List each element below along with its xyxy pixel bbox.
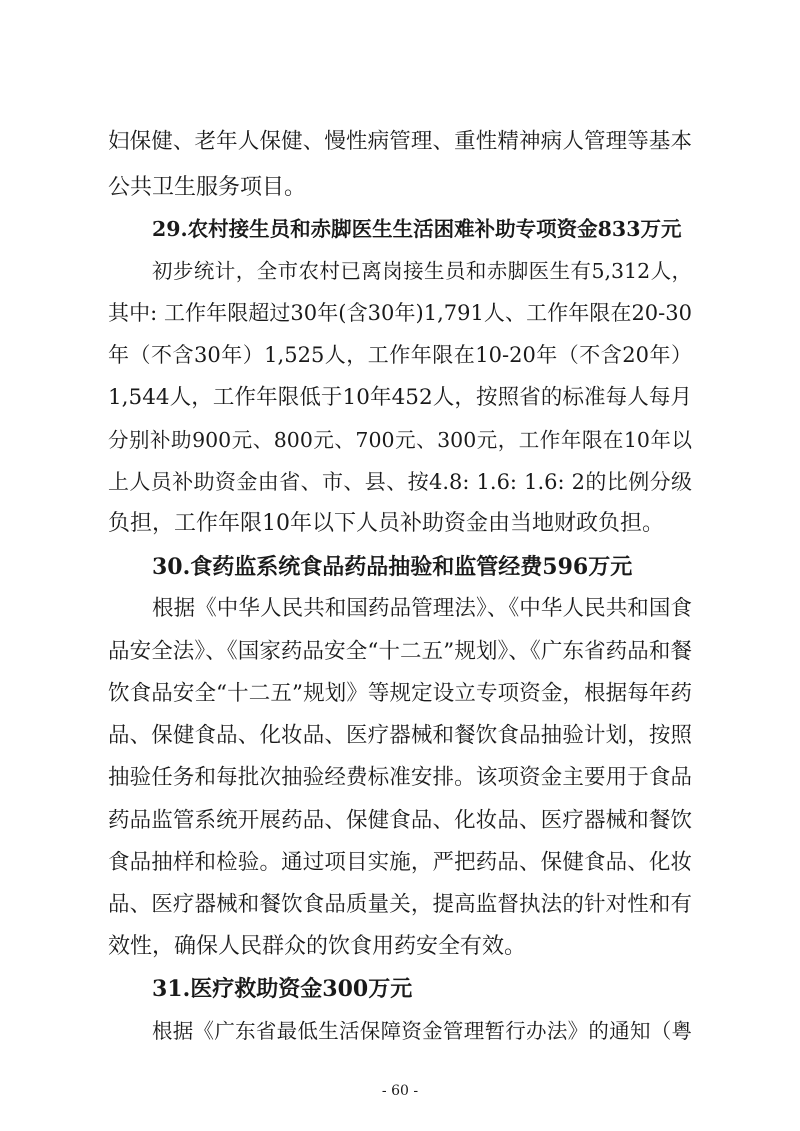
body-line: 上人员补助资金由省、市、县、按4.8: 1.6: 1.6: 2的比例分级 <box>108 470 692 494</box>
body-line: 食品抽样和检验。通过项目实施，严把药品、保健食品、化妆 <box>108 850 692 875</box>
body-line: 品、保健食品、化妆品、医疗器械和餐饮食品抽验计划，按照 <box>108 723 692 748</box>
body-line: 品安全法》、《国家药品安全“十二五”规划》、《广东省药品和餐 <box>108 639 692 664</box>
body-line: 品、医疗器械和餐饮食品质量关，提高监督执法的针对性和有 <box>108 892 692 917</box>
section-heading-30: 30.食药监系统食品药品抽验和监管经费596万元 <box>152 554 633 580</box>
section-heading-29: 29.农村接生员和赤脚医生生活困难补助专项资金833万元 <box>152 217 682 241</box>
body-line: 抽验任务和每批次抽验经费标准安排。该项资金主要用于食品 <box>108 765 692 790</box>
body-line: 公共卫生服务项目。 <box>108 175 307 200</box>
body-line: 根据《中华人民共和国药品管理法》、《中华人民共和国食 <box>152 596 692 621</box>
body-line: 年（不含30年）1,525人，工作年限在10-20年（不含20年） <box>108 343 692 367</box>
section-heading-31: 31.医疗救助资金300万元 <box>152 976 413 1002</box>
body-line: 饮食品安全“十二五”规划》等规定设立专项资金，根据每年药 <box>108 681 692 706</box>
body-line: 根据《广东省最低生活保障资金管理暂行办法》的通知（粤 <box>152 1019 692 1043</box>
body-line: 效性，确保人民群众的饮食用药安全有效。 <box>108 934 527 959</box>
body-line: 妇保健、老年人保健、慢性病管理、重性精神病人管理等基本 <box>108 129 692 154</box>
page-number: - 60 - <box>381 1083 419 1099</box>
body-line: 初步统计，全市农村已离岗接生员和赤脚医生有5,312人， <box>152 259 692 283</box>
body-line: 药品监管系统开展药品、保健食品、化妆品、医疗器械和餐饮 <box>108 808 692 833</box>
body-line: 分别补助900元、800元、700元、300元，工作年限在10年以 <box>108 428 692 452</box>
body-line: 其中: 工作年限超过30年(含30年)1,791人、工作年限在20-30 <box>108 301 692 325</box>
body-line: 1,544人，工作年限低于10年452人，按照省的标准每人每月 <box>108 385 692 410</box>
body-line: 负担，工作年限10年以下人员补助资金由当地财政负担。 <box>108 511 664 536</box>
